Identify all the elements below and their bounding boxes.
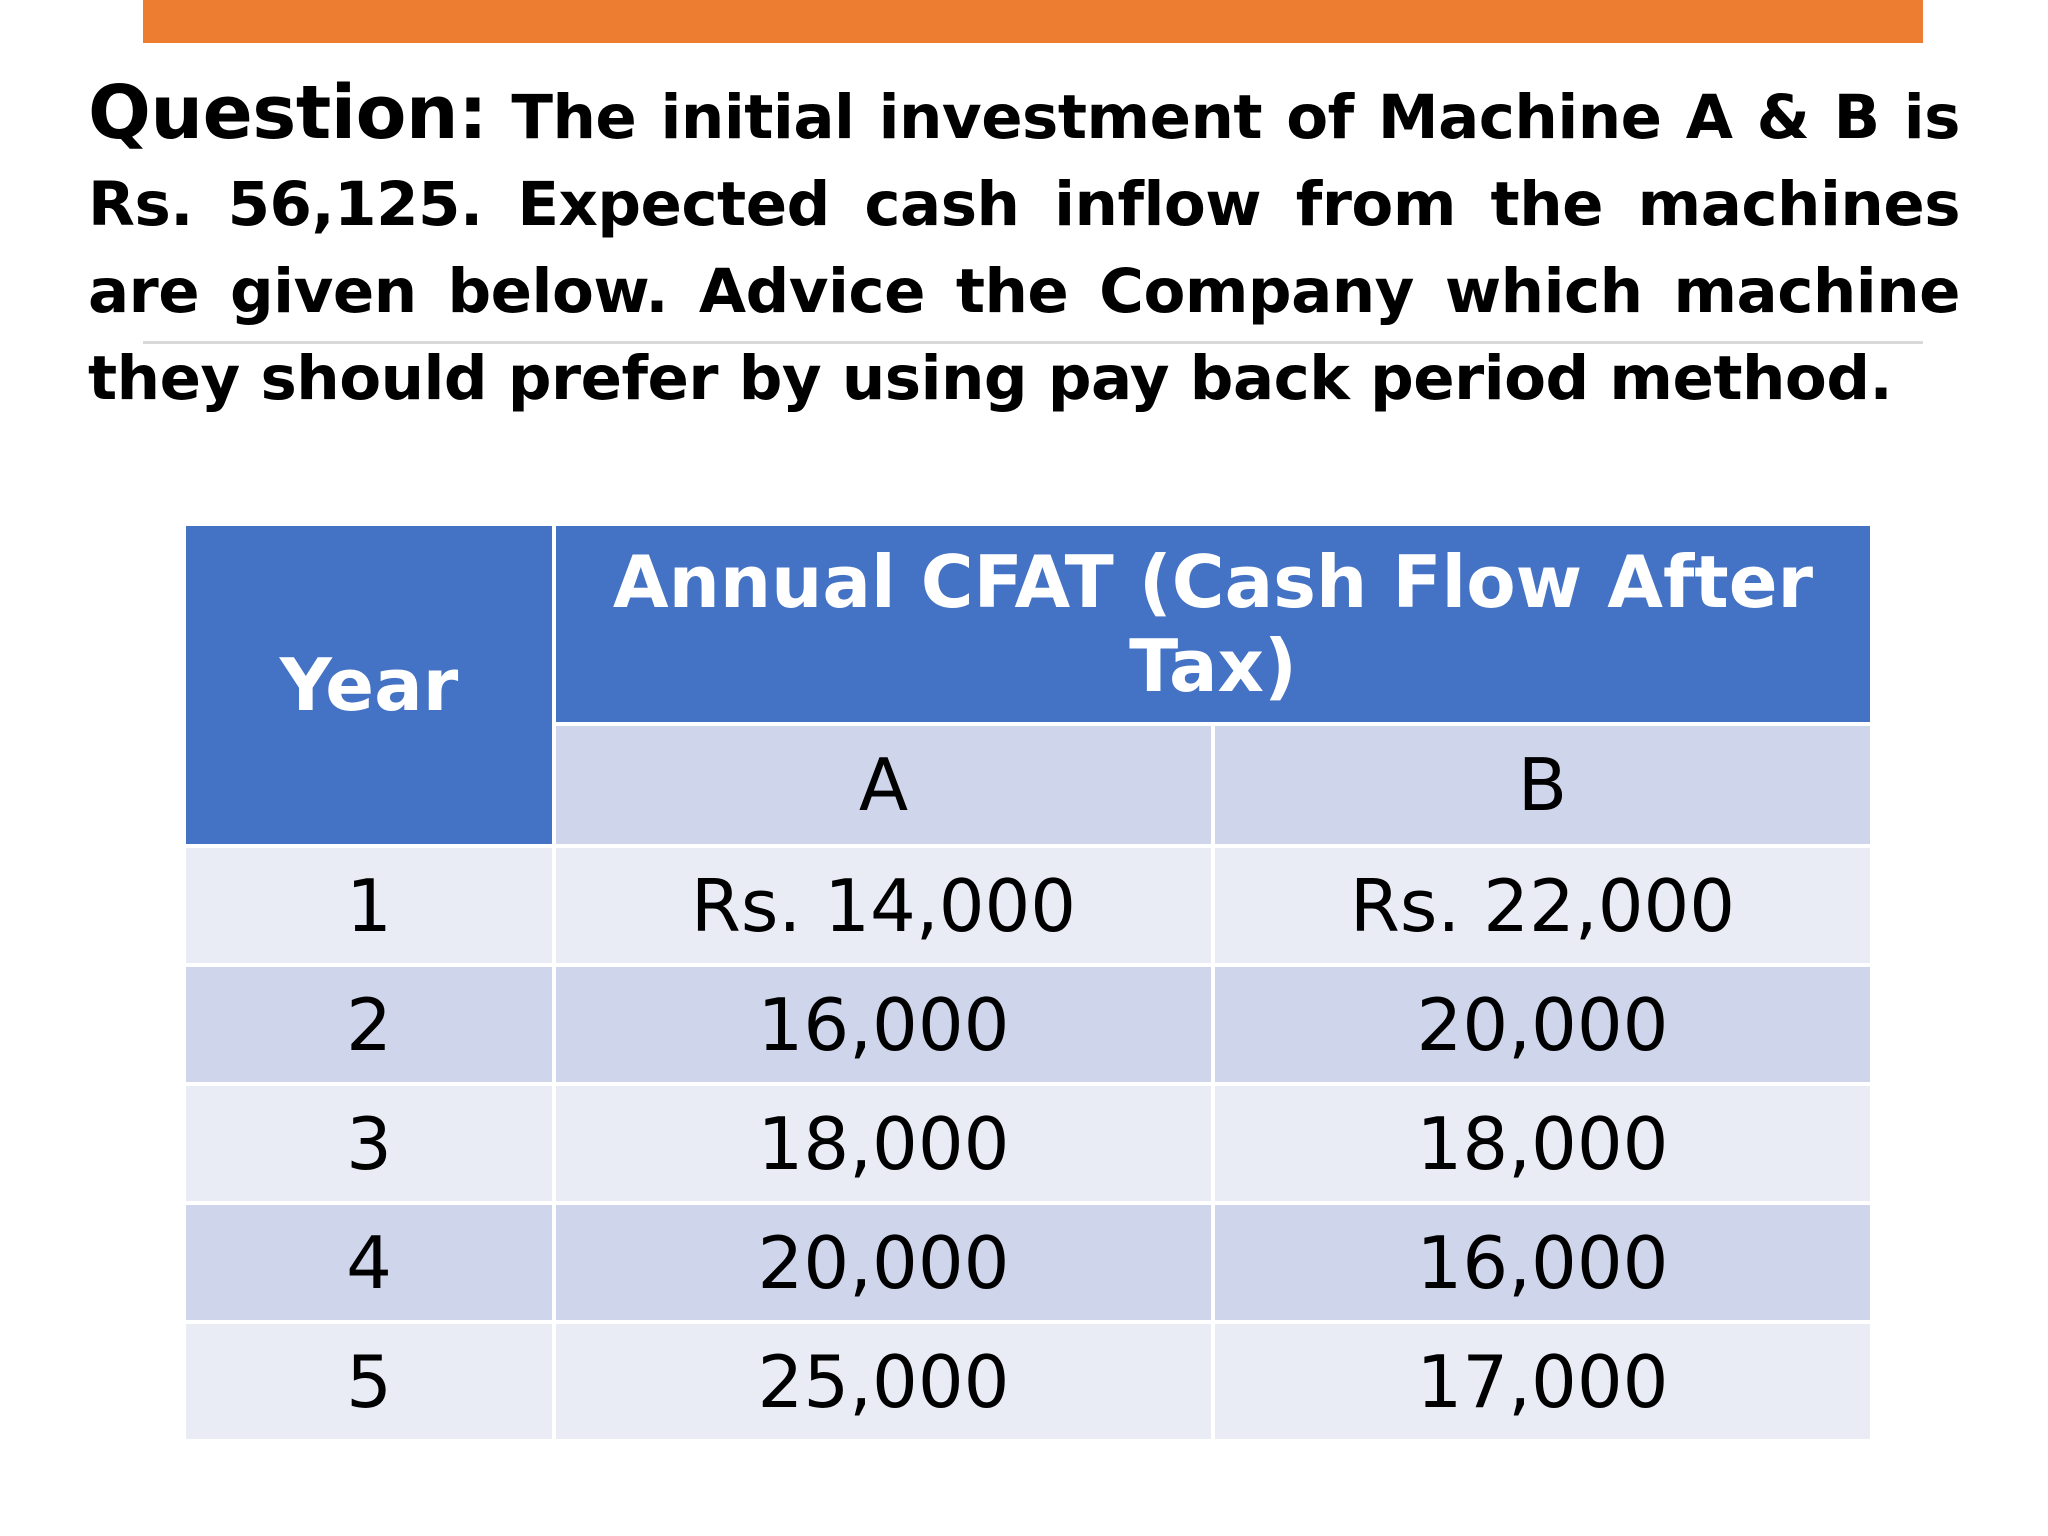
machine-b-cell: 20,000 bbox=[1213, 965, 1872, 1084]
table-row bbox=[184, 1084, 1872, 1203]
machine-a-cell: Rs. 14,000 bbox=[554, 846, 1213, 965]
year-cell: 1 bbox=[184, 846, 554, 965]
machine-b-cell: 17,000 bbox=[1213, 1322, 1872, 1441]
year-cell: 5 bbox=[184, 1322, 554, 1441]
machine-b-cell: 16,000 bbox=[1213, 1203, 1872, 1322]
question-label: Question: bbox=[88, 70, 488, 156]
table-row bbox=[184, 846, 1872, 965]
machine-a-cell: 16,000 bbox=[554, 965, 1213, 1084]
question-text: The initial investment of Machine A & B is Rs. 56,125. Expected cash inflow from the machines are given below. Advice the Company which machine they should prefer by using pay back period method. bbox=[88, 82, 1960, 414]
cfat-table bbox=[182, 522, 1874, 1443]
machine-b-cell: 18,000 bbox=[1213, 1084, 1872, 1203]
machine-b-cell: Rs. 22,000 bbox=[1213, 846, 1872, 965]
question-paragraph bbox=[88, 70, 1960, 422]
cfat-header: Annual CFAT (Cash Flow After Tax) bbox=[554, 524, 1872, 724]
machine-a-cell: 25,000 bbox=[554, 1322, 1213, 1441]
accent-bar bbox=[143, 0, 1923, 43]
year-cell: 3 bbox=[184, 1084, 554, 1203]
year-header: Year bbox=[184, 524, 554, 846]
machine-a-cell: 20,000 bbox=[554, 1203, 1213, 1322]
table-row bbox=[184, 965, 1872, 1084]
year-cell: 2 bbox=[184, 965, 554, 1084]
table-row bbox=[184, 1203, 1872, 1322]
table-row bbox=[184, 1322, 1872, 1441]
machine-a-header: A bbox=[554, 724, 1213, 846]
machine-b-header: B bbox=[1213, 724, 1872, 846]
year-cell: 4 bbox=[184, 1203, 554, 1322]
machine-a-cell: 18,000 bbox=[554, 1084, 1213, 1203]
